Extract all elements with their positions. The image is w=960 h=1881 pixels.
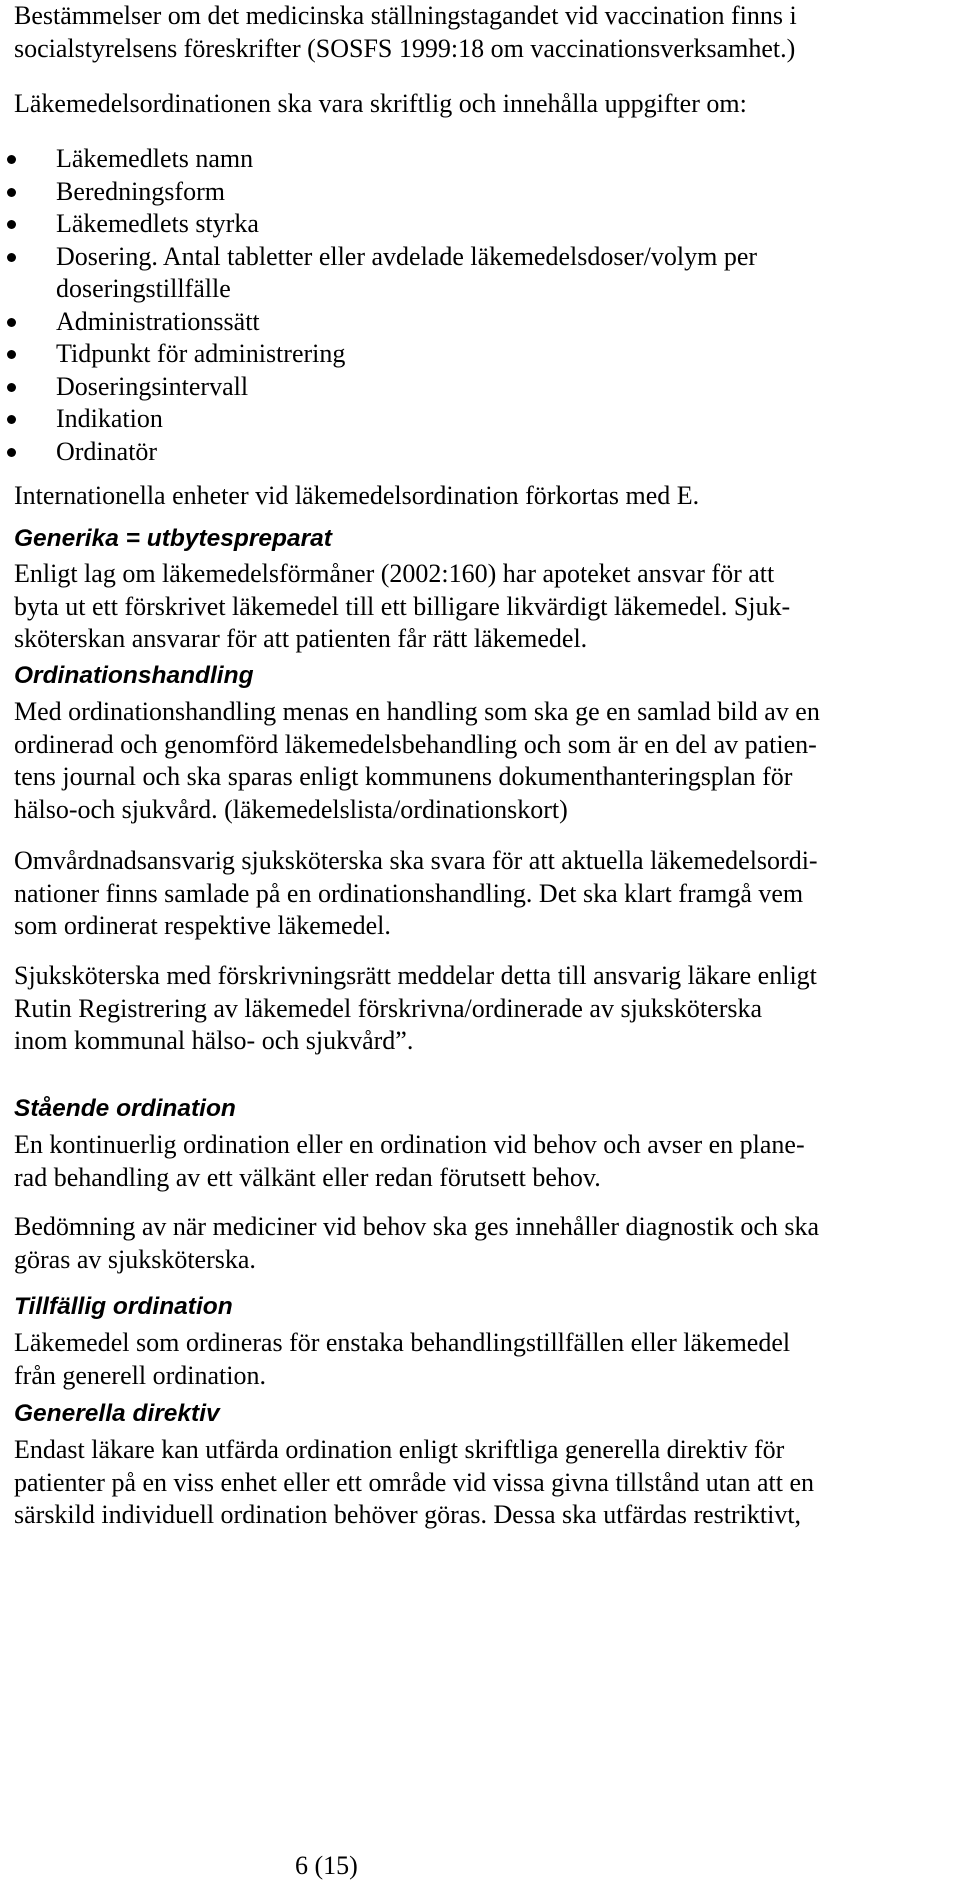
paragraph-line: rad behandling av ett välkänt eller redan förutsett behov. <box>14 1162 601 1192</box>
international-units-text: Internationella enheter vid läkemedelsordination förkortas med E. <box>14 481 700 510</box>
list-item <box>0 338 960 371</box>
generika-paragraph <box>14 558 949 656</box>
list-item <box>0 241 960 306</box>
paragraph-line: som ordinerat respektive läkemedel. <box>14 911 391 940</box>
paragraph-line: ordinerad och genomförd läkemedelsbehandling och som är en del av patien- <box>14 729 817 759</box>
list-item-text: Läkemedlets namn <box>56 144 254 173</box>
paragraph-line: Rutin Registrering av läkemedel förskrivna/ordinerade av sjuksköterska <box>14 993 763 1023</box>
list-item <box>0 436 960 469</box>
ordination-requirements-list <box>0 143 960 468</box>
paragraph-line: Enligt lag om läkemedelsförmåner (2002:160) har apoteket ansvar för att <box>14 559 775 588</box>
paragraph-line: Sjuksköterska med förskrivningsrätt meddelar detta till ansvarig läkare enligt <box>14 961 817 990</box>
section-generika <box>14 523 949 555</box>
paragraph-line: Bedömning av när mediciner vid behov ska ges innehåller diagnostik och ska <box>14 1212 820 1241</box>
bullet-icon <box>7 318 16 327</box>
paragraph-line: byta ut ett förskrivet läkemedel till ett billigare likvärdigt läkemedel. Sjuk- <box>14 591 791 621</box>
staende-paragraph-1 <box>14 1129 949 1194</box>
section-generella-direktiv <box>14 1398 949 1430</box>
bullet-icon <box>7 220 16 229</box>
paragraph-line: patienter på en viss enhet eller ett område vid vissa givna tillstånd utan att en <box>14 1467 814 1497</box>
bullet-icon <box>7 415 16 424</box>
section-heading: Ordinationshandling <box>14 662 254 689</box>
list-item <box>0 371 960 404</box>
list-item <box>0 208 960 241</box>
bullet-icon <box>7 188 16 197</box>
ordination-intro <box>14 88 949 121</box>
ordination-intro-text: Läkemedelsordinationen ska vara skriftlig och innehålla uppgifter om: <box>14 89 747 118</box>
paragraph-line: inom kommunal hälso- och sjukvård”. <box>14 1026 414 1055</box>
list-item-text: Beredningsform <box>56 176 225 206</box>
paragraph-line: hälso-och sjukvård. (läkemedelslista/ordinationskort) <box>14 794 568 824</box>
paragraph-line: Läkemedel som ordineras för enstaka behandlingstillfällen eller läkemedel <box>14 1328 791 1357</box>
list-item-text: Ordinatör <box>56 436 158 466</box>
section-ordinationshandling <box>14 660 949 692</box>
intro-paragraph <box>14 0 949 65</box>
list-item <box>0 306 960 339</box>
list-item-text: Indikation <box>56 404 163 433</box>
section-tillfallig-ordination <box>14 1291 949 1323</box>
international-units-note <box>14 480 949 513</box>
list-item <box>0 143 960 176</box>
ordinationshandling-paragraph-2 <box>14 845 949 943</box>
paragraph-line: särskild individuell ordination behöver göras. Dessa ska utfärdas restriktivt, <box>14 1500 802 1529</box>
section-staende-ordination <box>14 1093 949 1125</box>
paragraph-line: Med ordinationshandling menas en handling som ska ge en samlad bild av en <box>14 697 820 726</box>
paragraph-line: tens journal och ska sparas enligt kommunens dokumenthanteringsplan för <box>14 762 793 791</box>
list-item-text: Doseringsintervall <box>56 371 249 401</box>
generella-paragraph <box>14 1434 949 1532</box>
ordinationshandling-paragraph-3 <box>14 960 949 1058</box>
bullet-icon <box>7 448 16 457</box>
paragraph-line: nationer finns samlade på en ordinationshandling. Det ska klart framgå vem <box>14 878 804 908</box>
section-heading: Generella direktiv <box>14 1400 220 1427</box>
paragraph-line: En kontinuerlig ordination eller en ordination vid behov och avser en plane- <box>14 1130 805 1159</box>
paragraph-line: göras av sjuksköterska. <box>14 1244 256 1274</box>
page-number: 6 (15) <box>295 1851 358 1880</box>
list-item <box>0 403 960 436</box>
ordinationshandling-paragraph-1 <box>14 696 949 826</box>
paragraph-line: Endast läkare kan utfärda ordination enligt skriftliga generella direktiv för <box>14 1435 785 1464</box>
bullet-icon <box>7 253 16 262</box>
list-item-text: Läkemedlets styrka <box>56 209 259 238</box>
bullet-icon <box>7 383 16 392</box>
list-item-text: Administrationssätt <box>56 306 260 336</box>
bullet-icon <box>7 155 16 164</box>
paragraph-line: sköterskan ansvarar för att patienten får rätt läkemedel. <box>14 624 588 653</box>
intro-line: socialstyrelsens föreskrifter (SOSFS 1999:18 om vaccinationsverksamhet.) <box>14 33 796 63</box>
staende-paragraph-2 <box>14 1211 949 1276</box>
list-item <box>0 176 960 209</box>
section-heading: Stående ordination <box>14 1095 236 1122</box>
section-heading: Generika = utbytespreparat <box>14 525 332 552</box>
list-item-text: doseringstillfälle <box>56 274 231 303</box>
intro-line: Bestämmelser om det medicinska ställningstagandet vid vaccination finns i <box>14 1 797 30</box>
paragraph-line: Omvårdnadsansvarig sjuksköterska ska svara för att aktuella läkemedelsordi- <box>14 846 818 875</box>
bullet-icon <box>7 350 16 359</box>
list-item-text: Tidpunkt för administrering <box>56 339 346 368</box>
section-heading: Tillfällig ordination <box>14 1293 233 1320</box>
list-item-text: Dosering. Antal tabletter eller avdelade läkemedelsdoser/volym per <box>56 241 758 271</box>
paragraph-line: från generell ordination. <box>14 1360 266 1390</box>
tillfallig-paragraph <box>14 1327 949 1392</box>
